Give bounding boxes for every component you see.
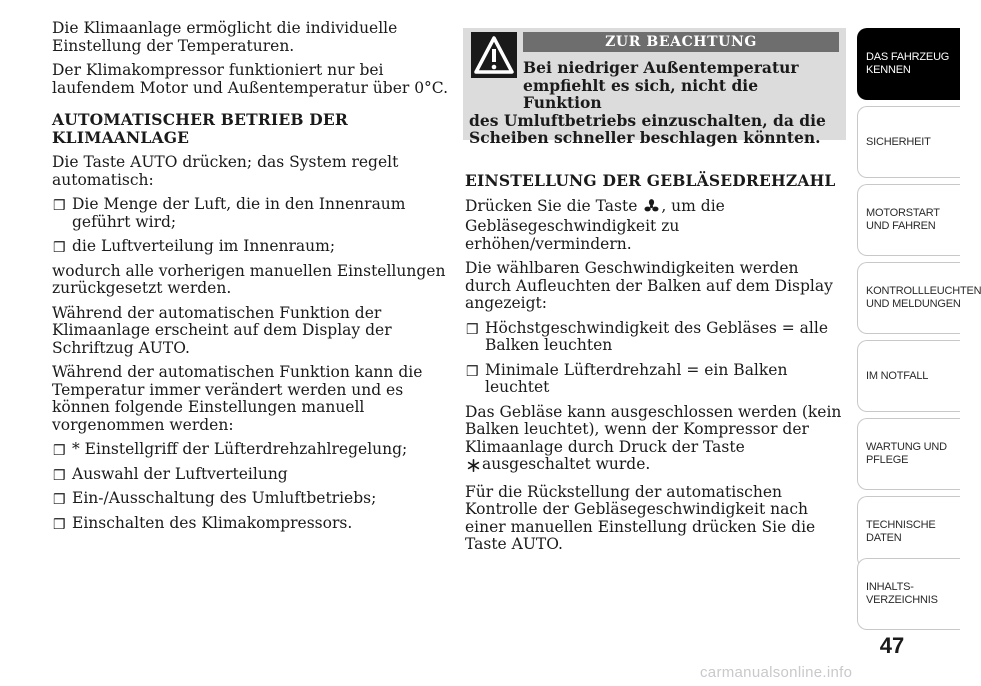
auto-mode-intro: Die Taste AUTO drücken; das System regelt automatisch: — [52, 153, 399, 189]
list-item-text: Höchstgeschwindigkeit des Gebläses = alle Balken leuchten — [485, 318, 828, 354]
warning-title: ZUR BEACHTUNG — [523, 32, 839, 52]
list-item-text: Auswahl der Luftverteilung — [72, 464, 288, 483]
list-item — [52, 490, 450, 508]
tab-label: DAS FAHRZEUG KENNEN — [866, 51, 950, 76]
fan-speed-heading: EINSTELLUNG DER GEBLÄSEDREHZAHL — [465, 171, 836, 190]
warning-box — [463, 28, 846, 147]
tab-label: KONTROLLLEUCHTEN UND MELDUNGEN — [866, 285, 981, 310]
fan-speed-intro — [465, 198, 843, 254]
speed-display-paragraph: Die wählbaren Geschwindigkeiten werden durch Aufleuchten der Balken auf dem Display angezeigt: — [465, 259, 833, 312]
fan-speed-intro-text: Drücken Sie die Taste — [465, 196, 638, 215]
list-item — [52, 466, 450, 484]
tab-label: IM NOTFALL — [866, 369, 929, 382]
fan-off-text: Das Gebläse kann ausgeschlossen werden (kein Balken leuchtet), wenn der Kompressor der Klimaanlage durch Druck der Taste — [465, 402, 842, 456]
intro-paragraph-1: Die Klimaanlage ermöglicht die individuelle Einstellung der Temperaturen. — [52, 19, 398, 55]
page-number: 47 — [879, 633, 905, 658]
auto-display-paragraph: Während der automatischen Funktion der Klimaanlage erscheint auf dem Display der Schriftzug AUTO. — [52, 303, 392, 357]
list-item — [52, 441, 450, 459]
bullet-icon: ❒ — [53, 516, 66, 533]
tab-sicherheit[interactable] — [857, 106, 960, 178]
left-column — [52, 20, 450, 539]
fan-speed-intro-text-2: , um die Gebläsegeschwindigkeit zu erhöhen/vermindern. — [465, 196, 725, 253]
watermark: carmanualsonline.info — [700, 664, 853, 681]
bullet-icon: ❒ — [53, 240, 66, 256]
tab-inhaltsverzeichnis[interactable] — [857, 558, 960, 630]
fan-off-text-2: ausgeschaltet wurde. — [482, 455, 651, 473]
list-item-text: Einschalten des Klimakompressors. — [72, 513, 353, 532]
warning-line-2: empfiehlt es sich, nicht die Funktion — [523, 75, 759, 112]
warning-line-rest: des Umluftbetriebs einzuschalten, da die Scheiben schneller beschlagen könnten. — [469, 110, 826, 147]
list-item — [52, 515, 450, 533]
tab-label: INHALTS-VERZEICHNIS — [866, 581, 938, 606]
tab-motorstart-und-fahren[interactable] — [857, 184, 960, 256]
manual-settings-paragraph: Während der automatischen Funktion kann die Temperatur immer verändert werden und es können folgende Einstellungen manuell vorgenommen werden: — [52, 363, 423, 434]
auto-mode-heading: AUTOMATISCHER BETRIEB DER KLIMAANLAGE — [52, 110, 348, 147]
tab-label: TECHNISCHE DATEN — [866, 519, 936, 544]
tab-label: SICHERHEIT — [866, 135, 931, 148]
tab-das-fahrzeug-kennen[interactable] — [857, 28, 960, 100]
tab-kontrollleuchten[interactable] — [857, 262, 981, 334]
bullet-icon: ❒ — [53, 198, 66, 214]
right-column — [465, 172, 843, 561]
bullet-icon: ❒ — [53, 492, 66, 508]
list-item-text: Ein-/Ausschaltung des Umluftbetriebs; — [72, 489, 377, 507]
list-item — [465, 362, 843, 397]
list-item — [52, 238, 450, 256]
reset-paragraph: wodurch alle vorherigen manuellen Einstellungen zurückgesetzt werden. — [52, 261, 446, 297]
bullet-icon: ❒ — [466, 363, 479, 380]
list-item-text: Die Menge der Luft, die in den Innenraum geführt wird; — [72, 195, 406, 231]
warning-line-1: Bei niedriger Außentemperatur — [523, 58, 799, 77]
auto-reset-paragraph: Für die Rückstellung der automatischen Kontrolle der Gebläsegeschwindigkeit nach einer manuellen Einstellung drücken Sie die Taste AUTO. — [465, 482, 816, 553]
list-item-text: die Luftverteilung im Innenraum; — [72, 237, 336, 255]
bullet-icon: ❒ — [53, 467, 66, 484]
tab-label: WARTUNG UND PFLEGE — [866, 441, 947, 466]
list-item-text: Minimale Lüfterdrehzahl = ein Balken leuchtet — [485, 360, 788, 396]
tab-im-notfall[interactable] — [857, 340, 960, 412]
tab-wartung-und-pflege[interactable] — [857, 418, 960, 490]
list-item — [465, 320, 843, 355]
list-item — [52, 196, 450, 231]
snowflake-icon — [467, 459, 480, 477]
tab-label: MOTORSTART UND FAHREN — [866, 207, 940, 232]
fan-icon — [644, 199, 659, 219]
intro-paragraph-2: Der Klimakompressor funktioniert nur bei laufendem Motor und Außentemperatur über 0°C. — [52, 61, 449, 97]
bullet-icon: ❒ — [466, 321, 479, 338]
bullet-icon: ❒ — [53, 443, 66, 459]
fan-off-paragraph — [465, 404, 843, 477]
warning-text — [469, 59, 841, 147]
list-item-text: * Einstellgriff der Lüfterdrehzahlregelung; — [72, 440, 408, 458]
